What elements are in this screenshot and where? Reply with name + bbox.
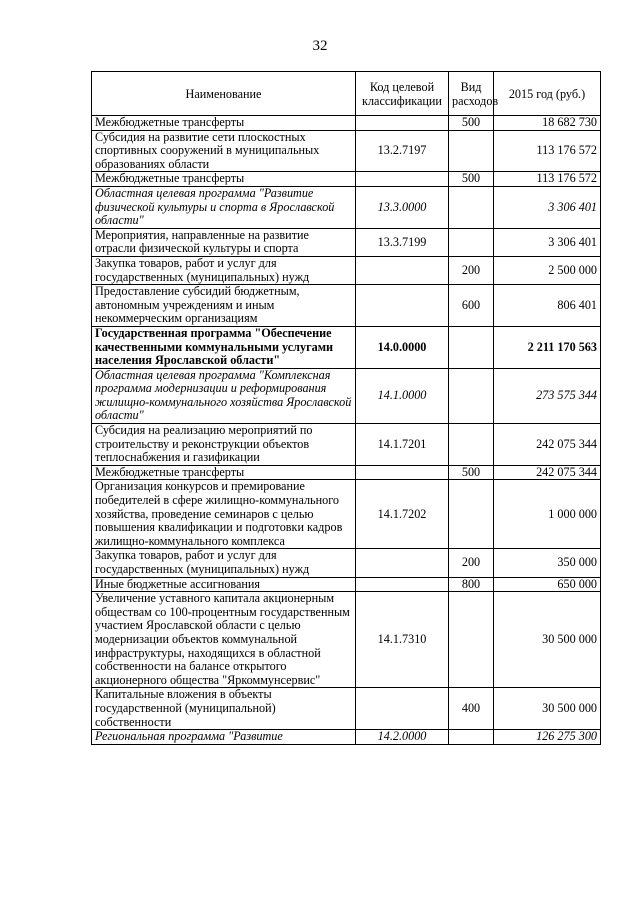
header-amount: 2015 год (руб.)	[494, 72, 601, 116]
row-amount-cell: 113 176 572	[494, 172, 601, 187]
row-type-cell	[449, 326, 494, 368]
row-type-cell	[449, 368, 494, 423]
row-name-cell: Межбюджетные трансферты	[92, 172, 356, 187]
row-name-cell: Закупка товаров, работ и услуг для государственных (муниципальных) нужд	[92, 549, 356, 577]
header-type: Вид расходов	[449, 72, 494, 116]
table-row	[92, 480, 601, 549]
row-amount-cell: 2 211 170 563	[494, 326, 601, 368]
header-code: Код целевой классификации	[356, 72, 449, 116]
row-amount-cell: 806 401	[494, 285, 601, 327]
row-type-cell	[449, 592, 494, 688]
table-row	[92, 228, 601, 256]
row-amount-cell: 242 075 344	[494, 424, 601, 466]
table-row	[92, 285, 601, 327]
row-code-cell: 14.0.0000	[356, 326, 449, 368]
row-code-cell	[356, 256, 449, 284]
row-type-cell: 200	[449, 256, 494, 284]
row-type-cell	[449, 480, 494, 549]
row-type-cell: 400	[449, 688, 494, 730]
row-type-cell: 500	[449, 116, 494, 131]
table-row	[92, 186, 601, 228]
row-amount-cell: 3 306 401	[494, 228, 601, 256]
row-code-cell	[356, 172, 449, 187]
row-amount-cell: 3 306 401	[494, 186, 601, 228]
row-code-cell	[356, 285, 449, 327]
budget-table	[91, 71, 601, 745]
row-code-cell: 14.1.7310	[356, 592, 449, 688]
row-type-cell	[449, 424, 494, 466]
row-name-cell: Субсидия на развитие сети плоскостных спортивных сооружений в муниципальных образованиях области	[92, 130, 356, 172]
row-amount-cell: 30 500 000	[494, 592, 601, 688]
row-name-cell: Региональная программа "Развитие	[92, 730, 356, 745]
row-code-cell: 13.2.7197	[356, 130, 449, 172]
row-name-cell: Предоставление субсидий бюджетным, автономным учреждениям и иным некоммерческим организациям	[92, 285, 356, 327]
row-amount-cell: 113 176 572	[494, 130, 601, 172]
table-row	[92, 549, 601, 577]
row-amount-cell: 126 275 300	[494, 730, 601, 745]
row-code-cell: 13.3.0000	[356, 186, 449, 228]
page-number: 32	[312, 38, 328, 54]
row-code-cell: 14.2.0000	[356, 730, 449, 745]
row-type-cell: 600	[449, 285, 494, 327]
row-amount-cell: 18 682 730	[494, 116, 601, 131]
row-name-cell: Межбюджетные трансферты	[92, 116, 356, 131]
row-code-cell	[356, 465, 449, 480]
row-amount-cell: 2 500 000	[494, 256, 601, 284]
table-header-row	[92, 72, 601, 116]
row-code-cell: 14.1.7201	[356, 424, 449, 466]
row-code-cell: 14.1.7202	[356, 480, 449, 549]
header-name: Наименование	[92, 72, 356, 116]
row-code-cell	[356, 116, 449, 131]
row-amount-cell: 350 000	[494, 549, 601, 577]
row-code-cell	[356, 577, 449, 592]
row-amount-cell: 650 000	[494, 577, 601, 592]
row-name-cell: Увеличение уставного капитала акционерным обществам со 100-процентным государственным участием Ярославской области с целью модернизации объектов коммунальной инфраструктуры, находящихся в областной собственности на балансе открытого акционерного общества "Яркоммунсервис"	[92, 592, 356, 688]
row-code-cell	[356, 549, 449, 577]
table-row	[92, 592, 601, 688]
row-amount-cell: 1 000 000	[494, 480, 601, 549]
row-type-cell	[449, 186, 494, 228]
row-name-cell: Мероприятия, направленные на развитие отрасли физической культуры и спорта	[92, 228, 356, 256]
row-name-cell: Государственная программа "Обеспечение качественными коммунальными услугами населения Ярославской области"	[92, 326, 356, 368]
row-name-cell: Организация конкурсов и премирование победителей в сфере жилищно-коммунального хозяйства, проведение семинаров с целью повышения квалификации и подготовки кадров жилищно-коммунального комплекса	[92, 480, 356, 549]
row-amount-cell: 273 575 344	[494, 368, 601, 423]
row-code-cell: 13.3.7199	[356, 228, 449, 256]
row-type-cell	[449, 730, 494, 745]
row-type-cell: 500	[449, 172, 494, 187]
table-row	[92, 256, 601, 284]
table-row	[92, 465, 601, 480]
row-type-cell	[449, 130, 494, 172]
table-row	[92, 172, 601, 187]
table-row	[92, 116, 601, 131]
row-name-cell: Областная целевая программа "Развитие физической культуры и спорта в Ярославской области"	[92, 186, 356, 228]
row-type-cell	[449, 228, 494, 256]
table-row	[92, 730, 601, 745]
row-amount-cell: 30 500 000	[494, 688, 601, 730]
row-name-cell: Областная целевая программа "Комплексная программа модернизации и реформирования жилищно-коммунального хозяйства Ярославской области"	[92, 368, 356, 423]
row-name-cell: Иные бюджетные ассигнования	[92, 577, 356, 592]
row-name-cell: Закупка товаров, работ и услуг для государственных (муниципальных) нужд	[92, 256, 356, 284]
row-type-cell: 500	[449, 465, 494, 480]
row-type-cell: 800	[449, 577, 494, 592]
table-row	[92, 577, 601, 592]
table-row	[92, 688, 601, 730]
row-code-cell	[356, 688, 449, 730]
table-body	[92, 116, 601, 745]
table-row	[92, 368, 601, 423]
row-name-cell: Межбюджетные трансферты	[92, 465, 356, 480]
table-row	[92, 326, 601, 368]
row-name-cell: Капитальные вложения в объекты государственной (муниципальной) собственности	[92, 688, 356, 730]
table-row	[92, 424, 601, 466]
row-code-cell: 14.1.0000	[356, 368, 449, 423]
row-name-cell: Субсидия на реализацию мероприятий по строительству и реконструкции объектов теплоснабжения и газификации	[92, 424, 356, 466]
table-row	[92, 130, 601, 172]
row-amount-cell: 242 075 344	[494, 465, 601, 480]
row-type-cell: 200	[449, 549, 494, 577]
